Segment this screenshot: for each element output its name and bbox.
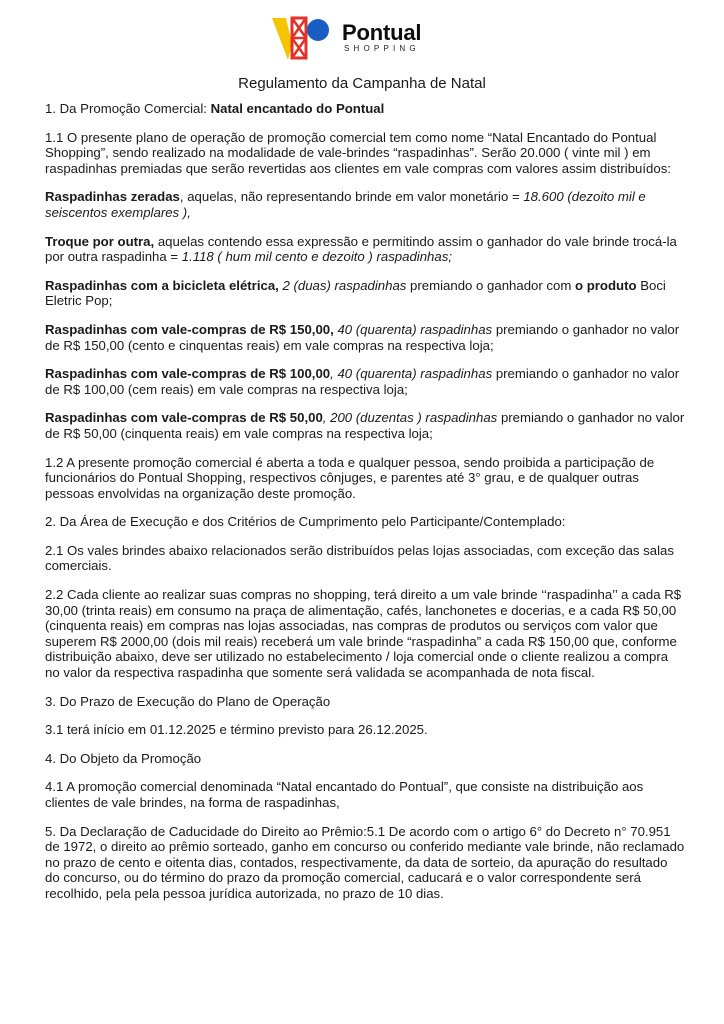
paragraph-2-1: 2.1 Os vales brindes abaixo relacionados serão distribuídos pelas lojas associadas, com exceção das salas comerciais.	[45, 542, 674, 574]
section-3-heading: 3. Do Prazo de Execução do Plano de Operação	[45, 693, 331, 709]
pontual-shopping-logo	[270, 14, 450, 62]
pontual-logo-icon	[270, 14, 334, 62]
paragraph-1-1: 1.1 O presente plano de operação de promoção comercial tem como nome “Natal Encantado do Pontual Shopping”, sendo realizado na modalidade de vale-brindes “raspadinhas”. Serão 20.000 ( vinte mil ) em raspadinhas premiadas que serão revertidas aos clientes em vale compras com valores assim distribuídos:	[45, 129, 671, 176]
section-2-heading: 2. Da Área de Execução e dos Critérios de Cumprimento pelo Participante/Contemplado:	[45, 514, 566, 530]
paragraph-1-2: 1.2 A presente promoção comercial é aberta a toda e qualquer pessoa, sendo proibida a participação de funcionários do Pontual Shopping, respectivos cônjuges, e parentes até 3° grau, e de qualquer outras pessoas envolvidas na organização deste promoção.	[45, 454, 655, 501]
brand-subtitle: SHOPPING	[344, 44, 420, 53]
section-4-heading: 4. Do Objeto da Promoção	[45, 750, 202, 766]
paragraph-2-2: 2.2 Cada cliente ao realizar suas compras no shopping, terá direito a um vale brinde ‘‘raspadinha’’ a cada R$ 30,00 (trinta reais) em consumo na praça de alimentação, cafés, lanchonetes e docerias, e a cada R$ 50,00 (cinquenta reais) em compras nas lojas associadas, nas compras de produtos ou serviços com valor que superem R$ 2000,00 (dois mil reais) receberá um vale brinde “raspadinha” a cada R$ 150,00 que, conforme distribuição abaixo, deve ser utilizado no estabelecimento / loja comercial onde o cliente realizou a compra no valor da respectiva raspadinha que somente será validada se acompanhada de nota fiscal.	[45, 587, 682, 681]
document-body	[45, 101, 685, 915]
prize-bicicleta: Raspadinhas com a bicicleta elétrica, 2 (duas) raspadinhas premiando o ganhador com o produto Boci Eletric Pop;	[45, 277, 666, 309]
document-title: Regulamento da Campanha de Natal	[238, 75, 486, 92]
paragraph-5: 5. Da Declaração de Caducidade do Direito ao Prêmio:5.1 De acordo com o artigo 6° do Decreto n° 70.951 de 1972, o direito ao prêmio sorteado, ganho em concurso ou conferido mediante vale brinde, não reclamado no prazo de cento e oitenta dias, contados, respectivamente, da data de sorteio, da apuração do resultado do concurso, ou do término do prazo da promoção comercial, caducará e o valor correspondente será recolhido, pela pela pessoa jurídica autorizada, no prazo de 10 dias.	[45, 823, 685, 901]
section-1-heading: 1. Da Promoção Comercial: Natal encantado do Pontual	[45, 101, 385, 116]
paragraph-3-1: 3.1 terá início em 01.12.2025 e término previsto para 26.12.2025.	[45, 722, 428, 738]
prize-zeradas: Raspadinhas zeradas, aquelas, não representando brinde em valor monetário = 18.600 (dezoito mil e seiscentos exemplares ),	[45, 189, 646, 220]
paragraph-4-1: 4.1 A promoção comercial denominada “Natal encantado do Pontual”, que consiste na distribuição aos clientes de vale brindes, na forma de raspadinhas,	[45, 779, 644, 810]
brand-name: Pontual	[342, 20, 422, 45]
prize-vale-150: Raspadinhas com vale-compras de R$ 150,00, 40 (quarenta) raspadinhas premiando o ganhador no valor de R$ 150,00 (cento e cinquentas reais) em vale compras na respectiva loja;	[45, 321, 680, 353]
prize-vale-50: Raspadinhas com vale-compras de R$ 50,00, 200 (duzentas ) raspadinhas premiando o ganhador no valor de R$ 50,00 (cinquenta reais) em vale compras na respectiva loja;	[45, 410, 685, 441]
prize-troque: Troque por outra, aquelas contendo essa expressão e permitindo assim o ganhador do vale brinde trocá-la por outra raspadinha = 1.118 ( hum mil cento e dezoito ) raspadinhas;	[45, 233, 677, 265]
prize-vale-100: Raspadinhas com vale-compras de R$ 100,00, 40 (quarenta) raspadinhas premiando o ganhador no valor de R$ 100,00 (cem reais) em vale compras na respectiva loja;	[45, 366, 680, 397]
